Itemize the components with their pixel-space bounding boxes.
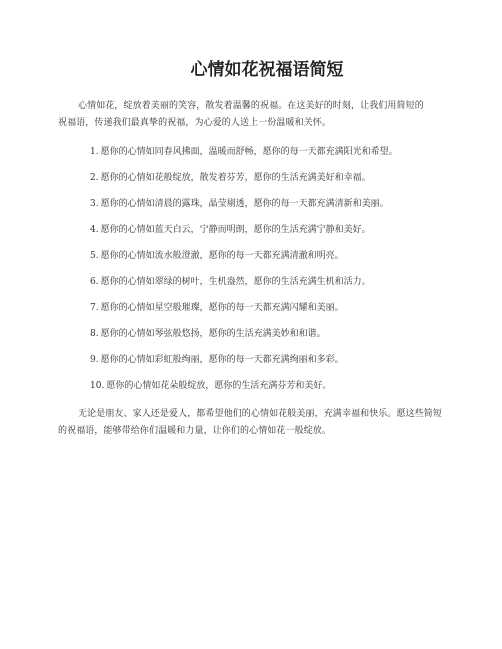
list-item bbox=[90, 146, 444, 158]
list-item bbox=[90, 276, 444, 288]
closing-paragraph: 无论是朋友、家人还是爱人，都希望他们的心情如花般美丽，充满幸福和快乐。愿这些简短的祝福语，能够带给你们温暖和力量，让你们的心情如花一般绽放。 bbox=[58, 409, 443, 436]
list-item-text: 愿你的心情如花朵般绽放，愿你的生活充满芬芳和美好。 bbox=[106, 381, 332, 391]
list-item bbox=[90, 172, 444, 184]
list-item bbox=[90, 380, 444, 392]
list-item-number: 9. bbox=[90, 355, 99, 365]
list-item-number: 10. bbox=[90, 381, 105, 391]
list-item bbox=[90, 224, 444, 236]
list-item-text: 愿你的心情如流水般澄澈，愿你的每一天都充满清澈和明亮。 bbox=[100, 251, 344, 261]
list-item-number: 1. bbox=[90, 147, 99, 157]
list-item-number: 2. bbox=[90, 173, 99, 183]
list-item bbox=[90, 328, 444, 340]
list-item-number: 4. bbox=[90, 225, 99, 235]
list-item-text: 愿你的心情如彩虹般绚丽，愿你的每一天都充满绚丽和多彩。 bbox=[100, 355, 344, 365]
intro-paragraph: 心情如花，绽放着美丽的笑容，散发着温馨的祝福。在这美好的时刻，让我们用简短的祝福语，传递我们最真挚的祝福，为心爱的人送上一份温暖和关怀。 bbox=[58, 101, 424, 128]
document-title: 心情如花祝福语简短 bbox=[190, 60, 344, 80]
list-item-number: 5. bbox=[90, 251, 99, 261]
list-item bbox=[90, 198, 444, 210]
list-item-text: 愿你的心情如蓝天白云，宁静而明朗，愿你的生活充满宁静和美好。 bbox=[100, 225, 371, 235]
list-item-text: 愿你的心情如星空般璀璨，愿你的每一天都充满闪耀和美丽。 bbox=[100, 303, 344, 313]
list-item bbox=[90, 302, 444, 314]
list-item bbox=[90, 250, 444, 262]
list-item-text: 愿你的心情如同春风拂面，温暖而舒畅，愿你的每一天都充满阳光和希望。 bbox=[100, 147, 398, 157]
list-item-text: 愿你的心情如花般绽放，散发着芬芳，愿你的生活充满美好和幸福。 bbox=[100, 173, 371, 183]
list-item-number: 7. bbox=[90, 303, 99, 313]
list-item-number: 6. bbox=[90, 277, 99, 287]
list-item-number: 8. bbox=[90, 329, 99, 339]
list-item-text: 愿你的心情如清晨的露珠，晶莹剔透，愿你的每一天都充满清新和美丽。 bbox=[100, 199, 389, 209]
list-item-number: 3. bbox=[90, 199, 99, 209]
list-item bbox=[90, 354, 444, 366]
list-item-text: 愿你的心情如琴弦般悠扬，愿你的生活充满美妙和和谐。 bbox=[100, 329, 326, 339]
list-item-text: 愿你的心情如翠绿的树叶，生机盎然，愿你的生活充满生机和活力。 bbox=[100, 277, 371, 287]
wishes-list bbox=[70, 146, 444, 392]
